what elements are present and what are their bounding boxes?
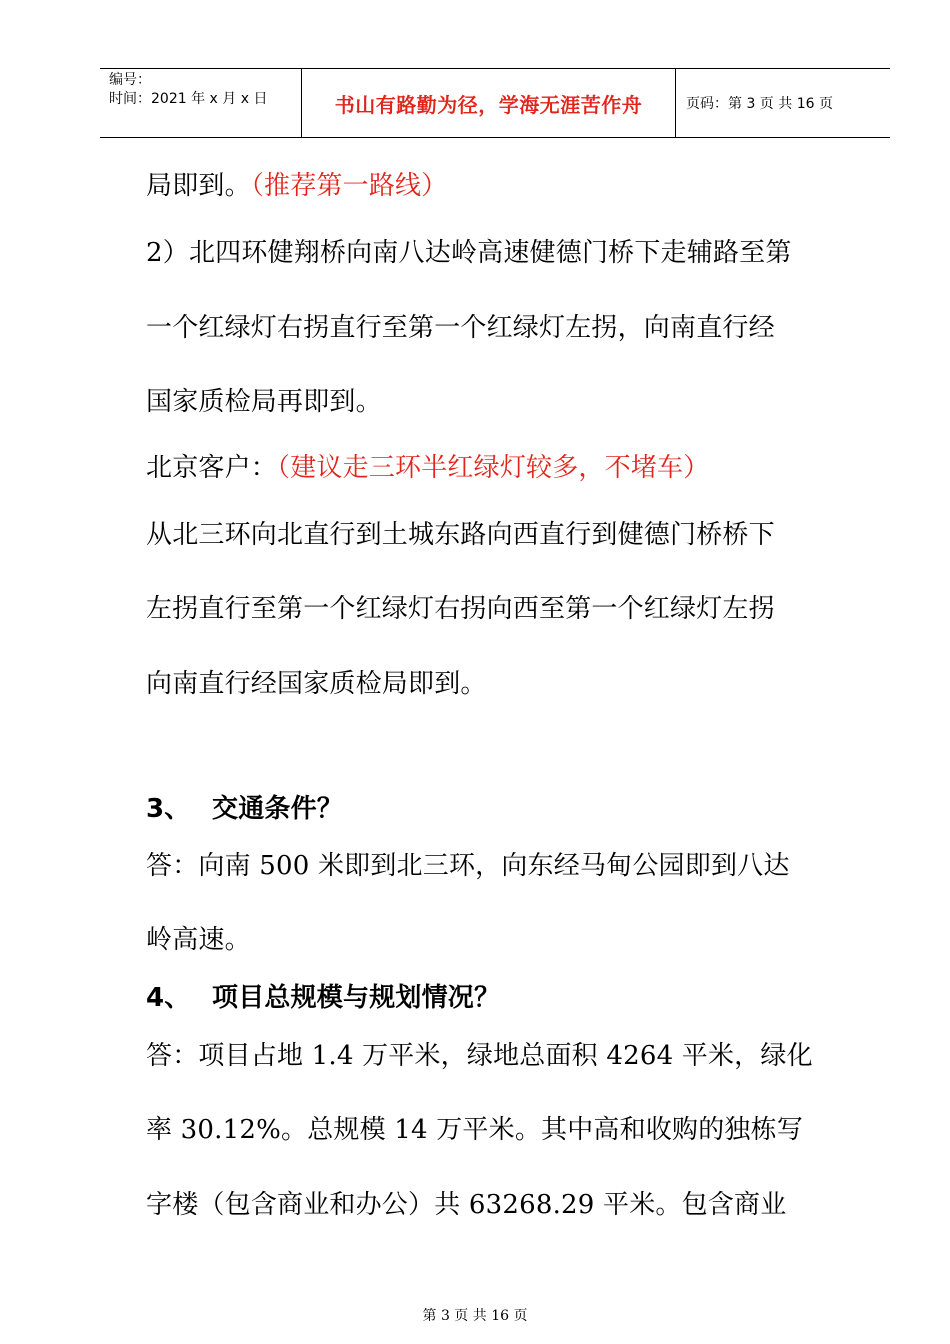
section-title: 交通条件？ <box>212 794 344 824</box>
paragraph-line <box>146 386 382 418</box>
paragraph-line <box>146 237 792 269</box>
header-motto: 书山有路勤为径，学海无涯苦作舟 <box>334 92 643 117</box>
footer-page-number: 第 3 页 共 16 页 <box>422 1308 528 1324</box>
line-text: 岭高速。 <box>146 925 251 955</box>
line-text: 局即到。 <box>146 171 251 201</box>
paragraph-line <box>146 519 775 551</box>
section-heading <box>146 793 343 825</box>
header-page-info: 页码：第 3 页 共 16 页 <box>686 96 833 112</box>
section-number: 4、 <box>146 983 191 1013</box>
paragraph-line <box>146 593 775 625</box>
suggestion-note: （建议走三环半红绿灯较多，不堵车） <box>277 453 710 483</box>
time-label: 时间：2021 年 x 月 x 日 <box>109 91 268 107</box>
line-text: 北京客户： <box>146 453 278 483</box>
recommend-note: （推荐第一路线） <box>250 171 448 201</box>
paragraph-line <box>146 312 775 344</box>
line-text: 一个红绿灯右拐直行至第一个红绿灯左拐，向南直行经 <box>146 313 775 343</box>
line-text: 2）北四环健翔桥向南八达岭高速健德门桥下走辅路至第 <box>146 238 792 268</box>
line-text: 答：项目占地 1.4 万平米，绿地总面积 4264 平米，绿化 <box>146 1041 813 1071</box>
paragraph-line <box>146 170 447 202</box>
line-text: 国家质检局再即到。 <box>146 387 382 417</box>
line-text: 从北三环向北直行到土城东路向西直行到健德门桥桥下 <box>146 520 775 550</box>
paragraph-line <box>146 924 251 956</box>
header-motto-cell <box>302 69 676 137</box>
section-number: 3、 <box>146 794 191 824</box>
header-meta <box>100 69 302 137</box>
line-text: 率 30.12%。总规模 14 万平米。其中高和收购的独栋写 <box>146 1115 804 1145</box>
page-header <box>100 68 890 138</box>
paragraph-line <box>146 452 709 484</box>
line-text: 答：向南 500 米即到北三环，向东经马甸公园即到八达 <box>146 851 790 881</box>
line-text: 向南直行经国家质检局即到。 <box>146 669 487 699</box>
number-label: 编号： <box>109 72 151 88</box>
section-title: 项目总规模与规划情况？ <box>212 983 501 1013</box>
line-text: 左拐直行至第一个红绿灯右拐向西至第一个红绿灯左拐 <box>146 594 775 624</box>
paragraph-line <box>146 850 790 882</box>
paragraph-line <box>146 1114 803 1146</box>
paragraph-line <box>146 668 487 700</box>
header-page-cell <box>676 69 890 137</box>
line-text: 字楼（包含商业和办公）共 63268.29 平米。包含商业 <box>146 1190 787 1220</box>
page-footer <box>0 1305 950 1325</box>
paragraph-line <box>146 1189 786 1221</box>
paragraph-line <box>146 1040 813 1072</box>
section-heading <box>146 982 500 1014</box>
